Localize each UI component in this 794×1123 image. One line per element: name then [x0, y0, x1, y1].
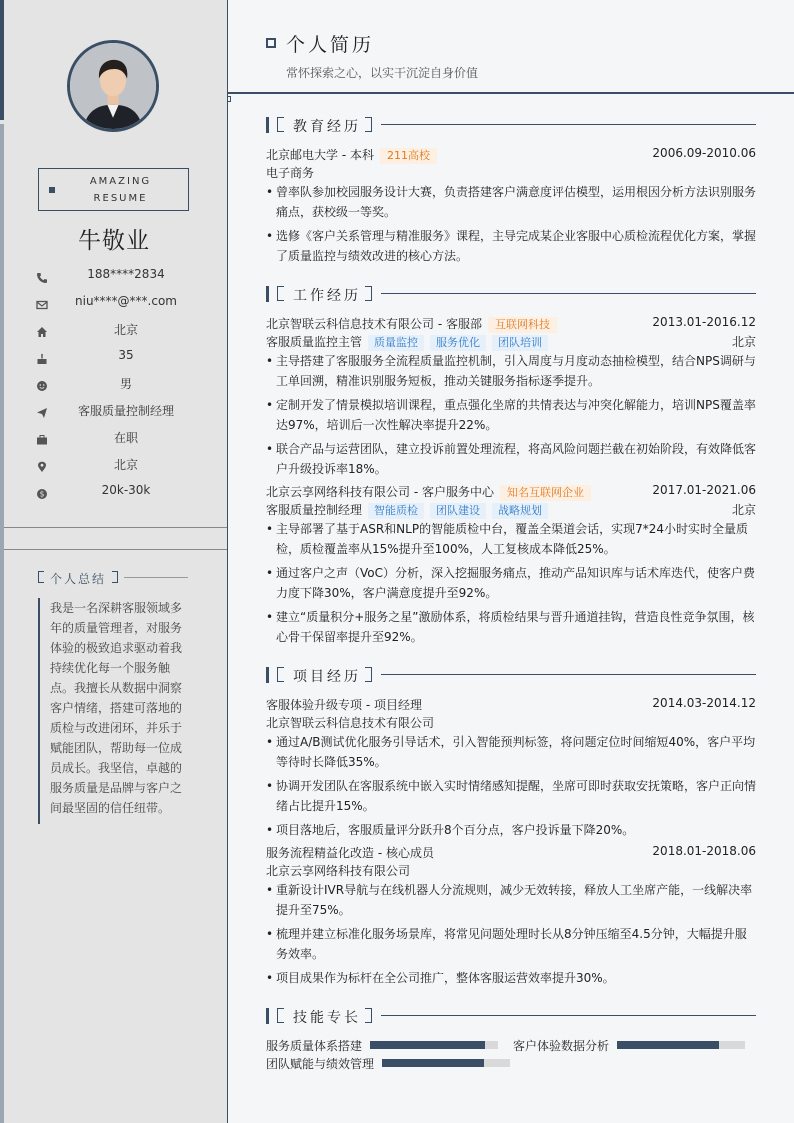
company-tag: 知名互联网企业: [500, 485, 591, 501]
skill-level-bar: [370, 1041, 498, 1049]
info-age: [36, 348, 196, 366]
skill-tag: 团队建设: [430, 503, 486, 519]
section-heading-education: [266, 116, 756, 134]
job-period: 2017.01-2021.06: [652, 483, 756, 497]
project-org-row: [266, 862, 756, 880]
header-tick-mark: [227, 96, 231, 102]
bracket-left-icon: [277, 117, 284, 132]
section-title: 项目经历: [293, 669, 361, 685]
bracket-right-icon: [365, 1008, 372, 1023]
project-period: 2018.01-2018.06: [652, 844, 756, 858]
list-item: • 选修《客户关系管理与精准服务》课程，主导完成某企业客服中心质检流程优化方案，掌握了质量监控与绩效改进的核心方法。: [266, 226, 756, 266]
project-org-row: [266, 714, 756, 732]
header-rule: [228, 92, 794, 94]
list-item: • 曾率队参加校园服务设计大赛，负责搭建客户满意度评估模型，运用根因分析方法识别服务痛点，获校级一等奖。: [266, 182, 756, 222]
project-header: [266, 696, 756, 714]
info-text: 在职: [113, 431, 138, 445]
avatar: [67, 40, 159, 132]
section-rule: [381, 674, 756, 675]
info-salary: [36, 483, 196, 501]
bracket-right-icon: [365, 286, 372, 301]
skill-tag: 团队培训: [492, 335, 548, 351]
page-subtitle: 常怀探索之心，以实干沉淀自身价值: [286, 66, 479, 80]
bracket-left-icon: [277, 286, 284, 301]
list-item: • 主导搭建了客服服务全流程质量监控机制，引入周度与月度动态抽检模型，结合NPS调研与工单回溯，精准识别服务短板，推动关键服务指标逐季提升。: [266, 351, 756, 391]
section-rule: [381, 1015, 756, 1016]
skill-item: [513, 1037, 745, 1053]
info-location: [36, 456, 196, 474]
skill-tag: 服务优化: [430, 335, 486, 351]
portrait-image: [70, 43, 156, 129]
project-header: [266, 844, 756, 862]
skill-tag: 战略规划: [492, 503, 548, 519]
section-bar: [266, 117, 269, 133]
summary-heading: [38, 570, 188, 586]
section-rule: [381, 293, 756, 294]
company-name: 北京云享网络科技有限公司 - 客户服务中心: [266, 485, 494, 499]
section-rule: [381, 124, 756, 125]
info-email: [36, 294, 196, 312]
info-status: [36, 429, 196, 447]
job-period: 2013.01-2016.12: [652, 315, 756, 329]
list-item: • 项目成果作为标杆在全公司推广，整体客服运营效率提升30%。: [266, 968, 756, 988]
school-tag: 211高校: [380, 148, 437, 164]
job-header: [266, 315, 756, 333]
skill-tag: 智能质检: [368, 503, 424, 519]
section-title: 技能专长: [293, 1010, 361, 1026]
skill-level-fill: [617, 1041, 719, 1049]
job-city: 北京: [731, 503, 756, 517]
info-text: 188****2834: [87, 267, 165, 281]
project-name: 客服体验升级专项 - 项目经理: [266, 698, 422, 712]
list-item: • 重新设计IVR导航与在线机器人分流规则，减少无效转接，释放人工坐席产能，一线解决率提升至75%。: [266, 880, 756, 920]
info-phone: [36, 267, 196, 285]
list-item: • 联合产品与运营团队，建立投诉前置处理流程，将高风险问题拦截在初始阶段，有效降低客户升级投诉率18%。: [266, 439, 756, 479]
section-title: 工作经历: [293, 288, 361, 304]
skill-name: 服务质量体系搭建: [266, 1039, 363, 1053]
school-name: 北京邮电大学 - 本科: [266, 148, 374, 162]
education-header: [266, 146, 756, 164]
person-name: 牛敬业: [78, 228, 150, 254]
summary-title: 个人总结: [50, 572, 107, 586]
svg-text:$: $: [39, 489, 45, 499]
skill-name: 团队赋能与绩效管理: [266, 1057, 375, 1071]
info-text: 20k-30k: [101, 483, 151, 497]
heading-rule: [124, 577, 188, 578]
title-square-icon: [266, 38, 276, 48]
section-heading-work: [266, 285, 756, 303]
list-item: • 定制开发了情景模拟培训课程，重点强化坐席的共情表达与冲突化解能力，培训NPS覆盖率达97%，培训后一次性解决率提升22%。: [266, 395, 756, 435]
project-org: 北京智联云科信息技术有限公司: [266, 716, 435, 730]
bracket-left-icon: [277, 1008, 284, 1023]
skill-level-bar: [382, 1059, 510, 1067]
sidebar-divider: [4, 549, 227, 550]
summary-accent-bar: [38, 598, 40, 824]
skill-item: [266, 1055, 510, 1071]
resume-badge: [38, 168, 189, 211]
info-home: [36, 321, 196, 339]
job-city: 北京: [731, 335, 756, 349]
page-title: 个人简历: [286, 34, 375, 56]
info-text: 北京: [113, 458, 138, 472]
info-text: 男: [119, 377, 132, 391]
bracket-right-icon: [365, 117, 372, 132]
skill-level-fill: [382, 1059, 484, 1067]
company-name: 北京智联云科信息技术有限公司 - 客服部: [266, 317, 482, 331]
summary-text: 我是一名深耕客服领域多年的质量管理者，对服务体验的极致追求驱动着我持续优化每一个服务触点。我擅长从数据中洞察客户情绪，搭建可落地的质检与改进闭环，并乐于赋能团队，帮助每一位成员成长。我坚信，卓越的服务质量是品牌与客户之间最坚固的信任纽带。: [50, 601, 183, 815]
section-bar: [266, 667, 269, 683]
list-item: • 项目落地后，客服质量评分跃升8个百分点，客户投诉量下降20%。: [266, 820, 756, 840]
company-tag: 互联网科技: [488, 317, 557, 333]
info-text: 35: [118, 348, 134, 362]
info-text: niu****@***.com: [75, 294, 177, 308]
sidebar-divider: [4, 527, 227, 528]
badge-line-amazing: AMAZING: [89, 176, 152, 187]
job-header: [266, 483, 756, 501]
list-item: • 协调开发团队在客服系统中嵌入实时情绪感知提醒，坐席可即时获取安抚策略，客户正向情绪占比提升15%。: [266, 776, 756, 816]
project-name: 服务流程精益化改造 - 核心成员: [266, 846, 434, 860]
skill-item: [266, 1037, 498, 1053]
list-item: • 梳理并建立标准化服务场景库，将常见问题处理时长从8分钟压缩至4.5分钟，大幅提升服务效率。: [266, 924, 756, 964]
badge-line-resume: RESUME: [93, 193, 148, 204]
bracket-right-icon: [365, 667, 372, 682]
info-text: 客服质量控制经理: [77, 404, 174, 418]
sidebar-accent-bar: [0, 0, 4, 120]
info-gender: [36, 375, 196, 393]
job-position: 客服质量控制经理: [266, 503, 363, 517]
skill-tag: 质量监控: [368, 335, 424, 351]
project-period: 2014.03-2014.12: [652, 696, 756, 710]
section-bar: [266, 1008, 269, 1024]
section-heading-projects: [266, 666, 756, 684]
education-period: 2006.09-2010.06: [652, 146, 756, 160]
section-bar: [266, 286, 269, 302]
job-position-row: [266, 501, 756, 519]
info-target-position: [36, 402, 196, 420]
bracket-left-icon: [277, 667, 284, 682]
list-item: • 建立“质量积分+服务之星”激励体系，将质检结果与晋升通道挂钩，营造良性竞争氛围，核心骨干保留率提升至92%。: [266, 607, 756, 647]
job-position-row: [266, 333, 756, 351]
skill-level-bar: [617, 1041, 745, 1049]
info-text: 北京: [113, 323, 138, 337]
education-major: 电子商务: [266, 166, 315, 180]
project-org: 北京云享网络科技有限公司: [266, 864, 411, 878]
skill-level-fill: [370, 1041, 485, 1049]
list-item: • 主导部署了基于ASR和NLP的智能质检中台，覆盖全渠道会话，实现7*24小时实时全量质检，质检覆盖率从15%提升至100%，人工复核成本降低25%。: [266, 519, 756, 559]
job-position: 客服质量监控主管: [266, 335, 363, 349]
sidebar-accent-bar-light: [0, 124, 4, 1123]
list-item: • 通过A/B测试优化服务引导话术，引入智能预判标签，将问题定位时间缩短40%，客户平均等待时长降低35%。: [266, 732, 756, 772]
bracket-left-icon: [38, 571, 44, 583]
skill-name: 客户体验数据分析: [513, 1039, 610, 1053]
bracket-right-icon: [112, 571, 118, 583]
education-major-row: [266, 164, 756, 182]
list-item: • 通过客户之声（VoC）分析，深入挖掘服务痛点，推动产品知识库与话术库迭代，使客户费力度下降30%，客户满意度提升至92%。: [266, 563, 756, 603]
section-title: 教育经历: [293, 119, 361, 135]
section-heading-skills: [266, 1007, 756, 1025]
